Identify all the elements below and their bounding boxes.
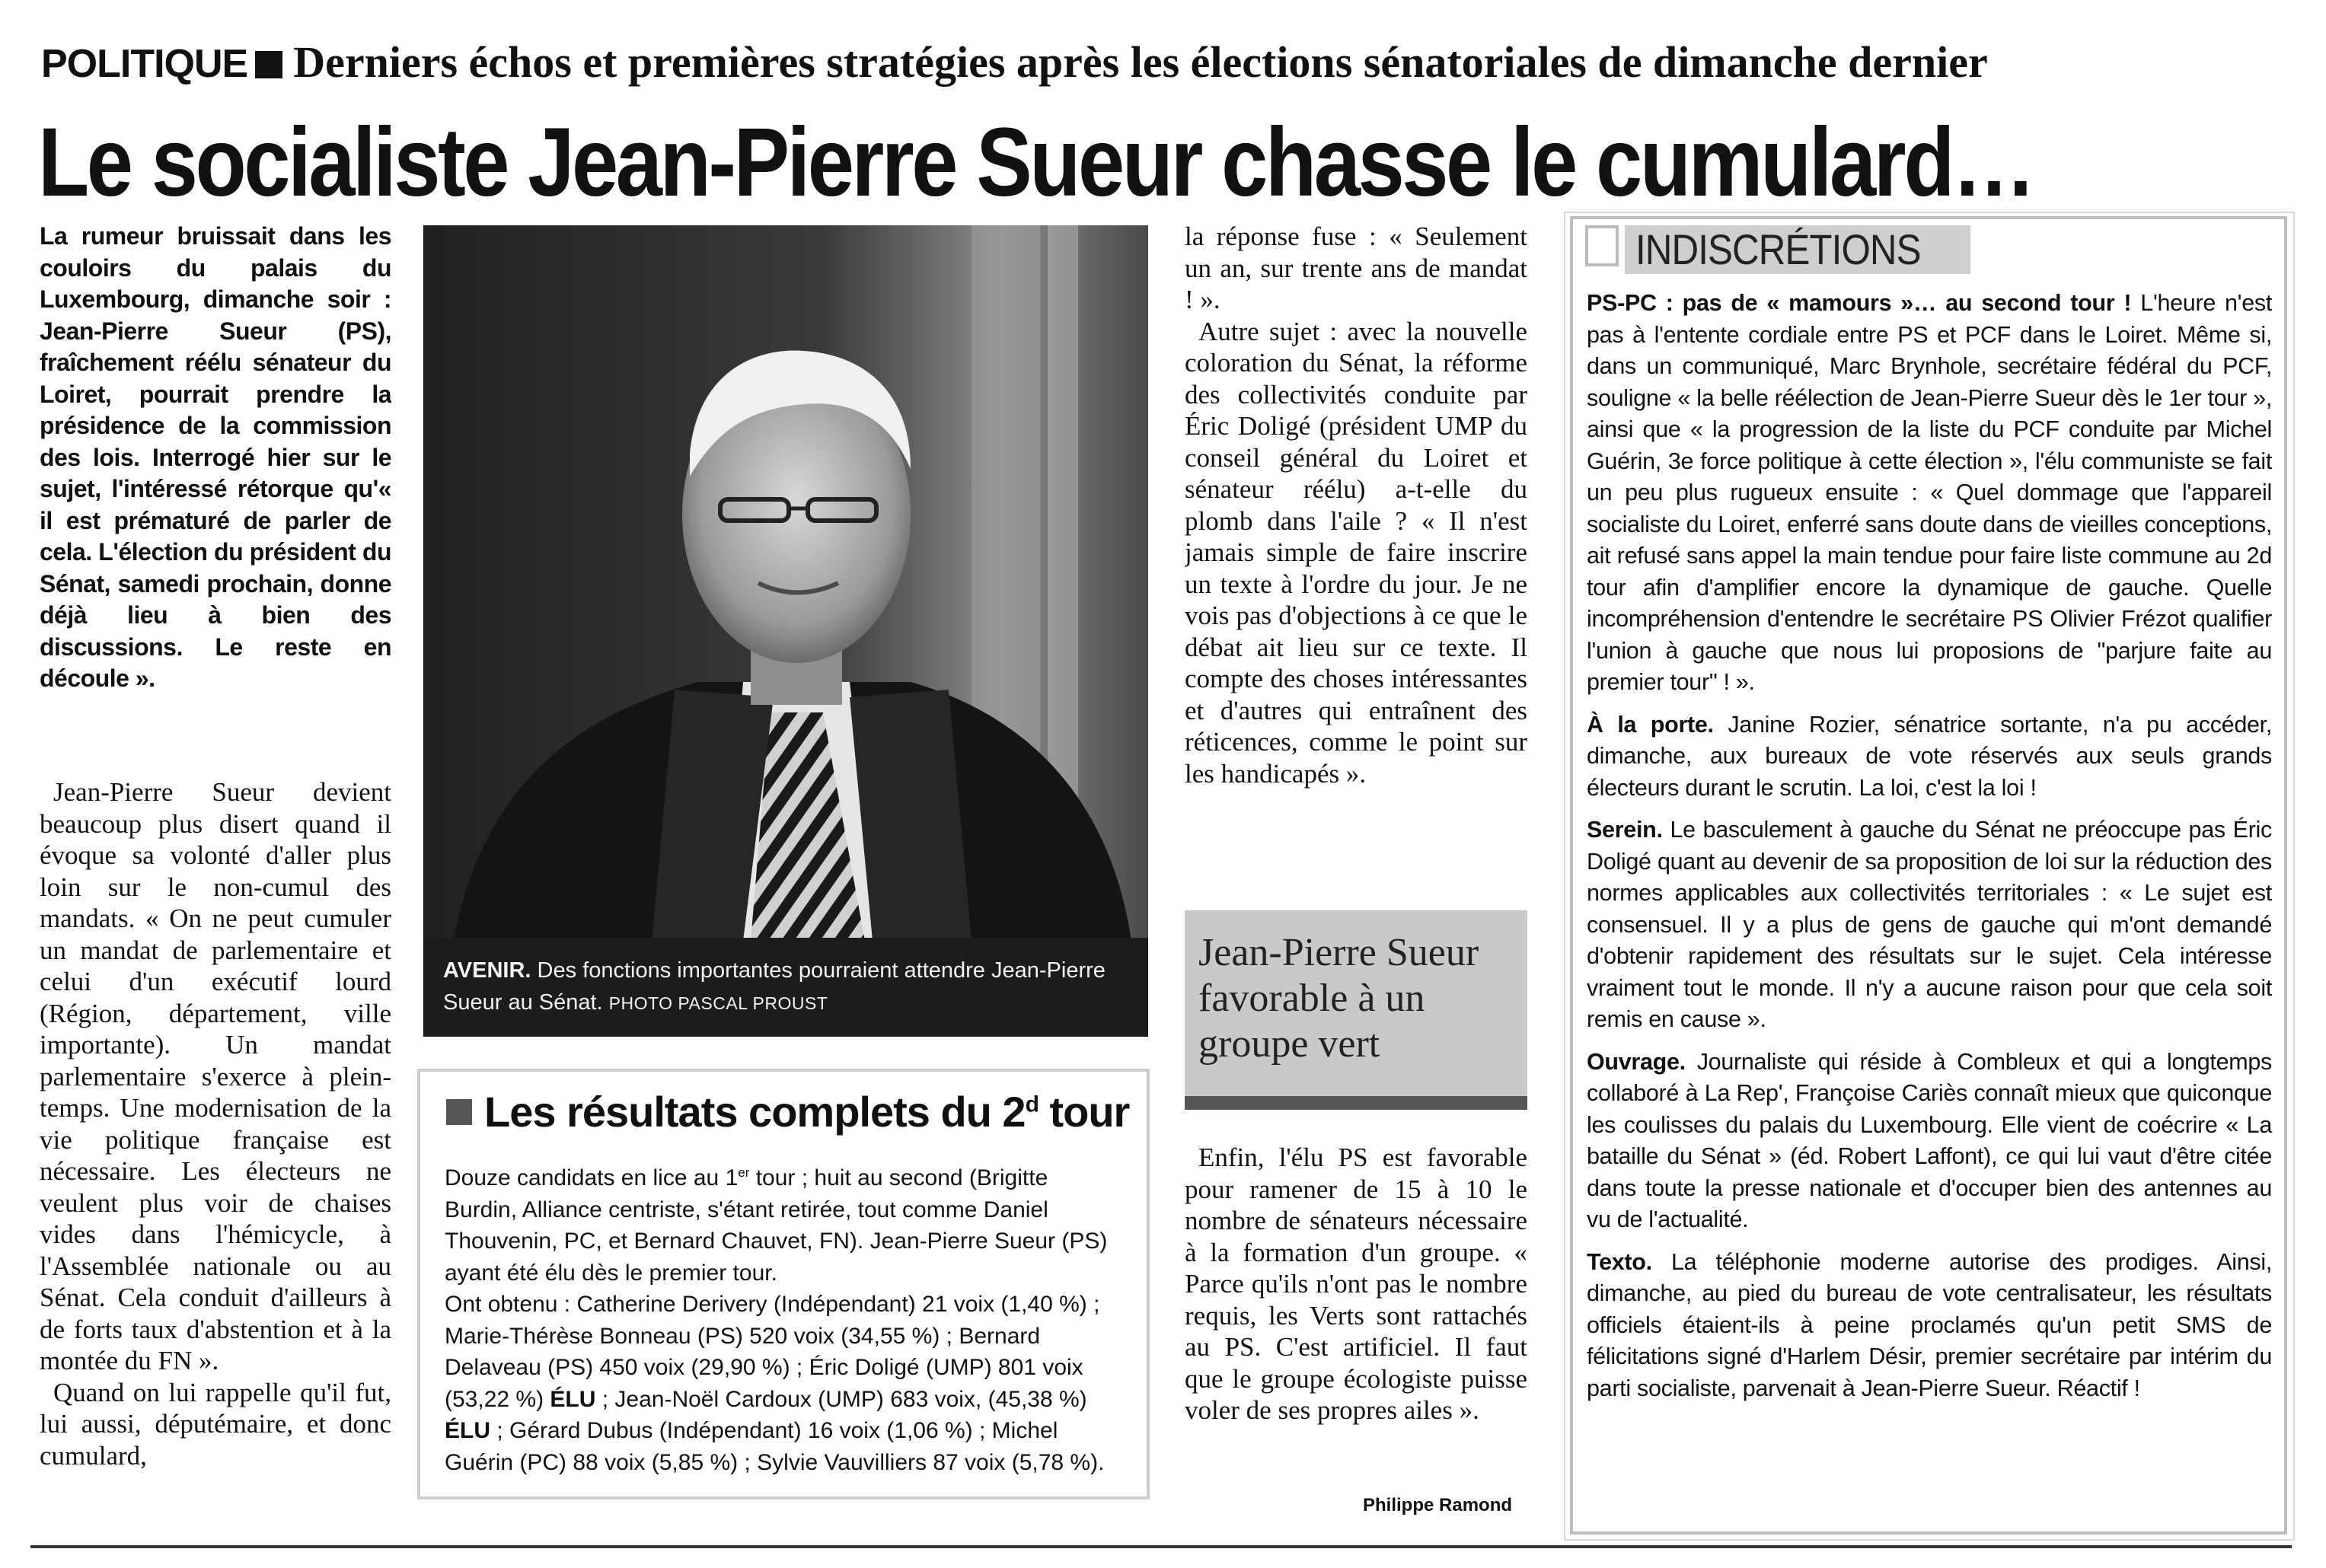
sidebar-item: [1587, 1047, 2272, 1236]
kicker: [41, 37, 1988, 97]
body-paragraph: Quand on lui rappelle qu'il fut, lui aussi, députémaire, et donc cumulard,: [40, 1377, 391, 1471]
subhead-bar: [1185, 1096, 1527, 1110]
bottom-rule: [30, 1545, 2292, 1548]
photo-credit: PHOTO PASCAL PROUST: [608, 993, 828, 1013]
sidebar-item: [1587, 288, 2272, 699]
sidebar-item-text: L'heure n'est pas à l'entente cordiale entre PS et PCF dans le Loiret. Même si, dans un communiqué, Marc Brynhole, secrétaire fédéral du PCF, souligne « la belle réélection de Jean-Pierre Sueur dès le 1er tour », ainsi que « la progression de la liste du PCF conduite par Michel Guérin, 3e force politique à cette élection », l'élu communiste se fait un peu plus rugueux ensuite : « Quel dommage que l'appareil socialiste du Loiret, enferré sans doute dans de vieilles conceptions, ait refusé sans appel la main tendue pour faire liste commune au 2d tour afin d'amplifier encore la dynamique de gauche. Quelle incompréhension d'entendre le secrétaire PS Olivier Frézot qualifier l'union à gauche que nous lui proposions de "parjure faite au premier tour" ! ».: [1587, 290, 2272, 695]
subhead-text: Jean-Pierre Sueur favorable à un groupe vert: [1198, 931, 1479, 1066]
rubric-label: POLITIQUE: [41, 42, 248, 86]
sidebar-item: [1587, 709, 2272, 805]
deck-text: Derniers échos et premières stratégies après les élections sénatoriales de dimanche dernier: [293, 37, 1988, 87]
sidebar-item-text: Le basculement à gauche du Sénat ne préoccupe pas Éric Doligé quant au devenir de sa proposition de loi sur la réduction des normes applicables aux collectivités territoriales : « Le sujet est consensuel. Il y a plus de gens de gauche qui m'ont demandé d'obtenir rapidement des résultats sur le sujet. Cela intéresse vraiment tout le monde. Il n'y a aucune raison pour que cela soit remis en cause ».: [1587, 817, 2272, 1032]
portrait-photo: [423, 225, 1148, 1037]
sidebar-item-key: Texto.: [1587, 1248, 1652, 1275]
sidebar-item-key: Serein.: [1587, 817, 1663, 843]
sidebar-item: [1587, 1247, 2272, 1405]
photo-caption: [423, 938, 1148, 1037]
elected-badge: ÉLU: [550, 1386, 596, 1412]
headline-text: Le socialiste Jean-Pierre Sueur chasse le cumulard…: [38, 108, 2034, 217]
body-paragraph: Autre sujet : avec la nouvelle coloration du Sénat, la réforme des collectivités conduite par Éric Doligé (président UMP du conseil général du Loiret et sénateur réélu) a-t-elle du plomb dans l'aile ? « Il n'est jamais simple de faire inscrire un texte à l'ordre du jour. Je ne vois pas d'objections à ce que le débat ait lieu sur ce texte. Il compte des choses intéressantes et d'autres qui entraînent des réticences, comme le point sur les handicapés ».: [1185, 316, 1527, 789]
results-body: Douze candidats en lice au 1er tour ; huit au second (Brigitte Burdin, Alliance centriste, s'étant retirée, tout comme Daniel Thouvenin, PC, et Bernard Chauvet, FN). Jean-Pierre Sueur (PS) ayant été élu dès le premier tour. Ont obtenu : Catherine Derivery (Indépendant) 21 voix (1,40 %) ; Marie-Thérèse Bonneau (PS) 520 voix (34,55 %) ; Bernard Delaveau (PS) 450 voix (29,90 %) ; Éric Doligé (UMP) 801 voix (53,22 %) ÉLU ; Jean-Noël Cardoux (UMP) 683 voix, (45,38 %) ÉLU ; Gérard Dubus (Indépendant) 16 voix (1,06 %) ; Michel Guérin (PC) 88 voix (5,85 %) ; Sylvie Vauvilliers 87 voix (5,78 %).: [445, 1165, 1108, 1475]
results-title: Les résultats complets du 2$^d$ tour: [446, 1087, 1129, 1136]
sidebar-item-key: À la porte.: [1587, 711, 1714, 738]
sidebar-item-key: Ouvrage.: [1587, 1048, 1686, 1075]
lead-paragraph-column: [40, 221, 391, 776]
body-column-3-end: [1185, 1142, 1527, 1492]
square-bullet-icon: [255, 51, 282, 78]
caption-label: AVENIR.: [443, 958, 531, 983]
lead-paragraph: La rumeur bruissait dans les couloirs du palais du Luxembourg, dimanche soir : Jean-Pierre Sueur (PS), fraîchement réélu sénateur du Loiret, pourrait prendre la présidence de la commission des lois. Interrogé hier sur le sujet, l'intéressé rétorque qu'« il est prématuré de parler de cela. L'élection du président du Sénat, samedi prochain, donne déjà lieu à bien des discussions. Le reste en découle ».: [40, 222, 391, 692]
body-paragraph: Enfin, l'élu PS est favorable pour ramener de 15 à 10 le nombre de sénateurs nécessaire à la formation d'un groupe. « Parce qu'ils n'ont pas le nombre requis, les Verts sont rattachés au PS. C'est artificiel. Il faut que le groupe écologiste puisse voler de ses propres ailes ».: [1185, 1143, 1527, 1425]
subhead-box: [1185, 910, 1527, 1110]
sidebar-item-text: Janine Rozier, sénatrice sortante, n'a pu accéder, dimanche, aux bureaux de vote réservés aux seuls grands électeurs durant le scrutin. La loi, c'est la loi !: [1587, 711, 2272, 801]
headline: [38, 107, 2326, 217]
body-paragraph: Jean-Pierre Sueur devient beaucoup plus disert quand il évoque sa volonté d'aller plus loin sur le non-cumul des mandats. « On ne peut cumuler un mandat de parlementaire et celui d'un exécutif lourd (Région, département, ville importante). Un mandat parlementaire s'exerce à plein-temps. Une modernisation de la vie politique française est nécessaire. Les électeurs ne veulent plus voir de chaises vides dans l'hémicycle, à l'Assemblée nationale ou au Sénat. Cela conduit d'ailleurs à de forts taux d'abstention et à la montée du FN ».: [40, 777, 391, 1375]
body-column-3: [1185, 221, 1527, 895]
caption-text: Des fonctions importantes pourraient attendre Jean-Pierre Sueur au Sénat.: [443, 958, 1106, 1015]
byline: Philippe Ramond: [1363, 1495, 1513, 1515]
sidebar-body: [1587, 288, 2272, 1521]
sidebar-item: [1587, 814, 2272, 1036]
sidebar-title: INDISCRÉTIONS: [1585, 225, 1970, 274]
body-column-1: [40, 776, 391, 1538]
square-bullet-icon: [446, 1099, 472, 1125]
title-box-icon: [1585, 225, 1619, 266]
portrait-photo-image: [423, 225, 1148, 941]
sidebar-item-text: La téléphonie moderne autorise des prodiges. Ainsi, dimanche, au pied du bureau de vote centralisateur, les résultats officiels étaient-ils à peine proclamés qu'un petit SMS de félicitations signé d'Harlem Désir, premier secrétaire par intérim du parti socialiste, parvenait à Jean-Pierre Sueur. Réactif !: [1587, 1248, 2272, 1401]
body-paragraph: la réponse fuse : « Seulement un an, sur trente ans de mandat ! ».: [1185, 221, 1527, 314]
elected-badge: ÉLU: [445, 1418, 490, 1443]
sidebar-item-key: PS-PC : pas de « mamours »… au second tour !: [1587, 290, 2132, 316]
sidebar-item-text: Journaliste qui réside à Combleux et qui a longtemps collaboré à La Rep', Françoise Cariès connaît mieux que quiconque les coulisses du palais du Luxembourg. Elle vient de coécrire « La bataille du Sénat » (éd. Robert Laffont), ce qui lui vaut d'être citée dans toute la presse nationale et d'occuper bien des antennes au vu de l'actualité.: [1587, 1048, 2272, 1232]
